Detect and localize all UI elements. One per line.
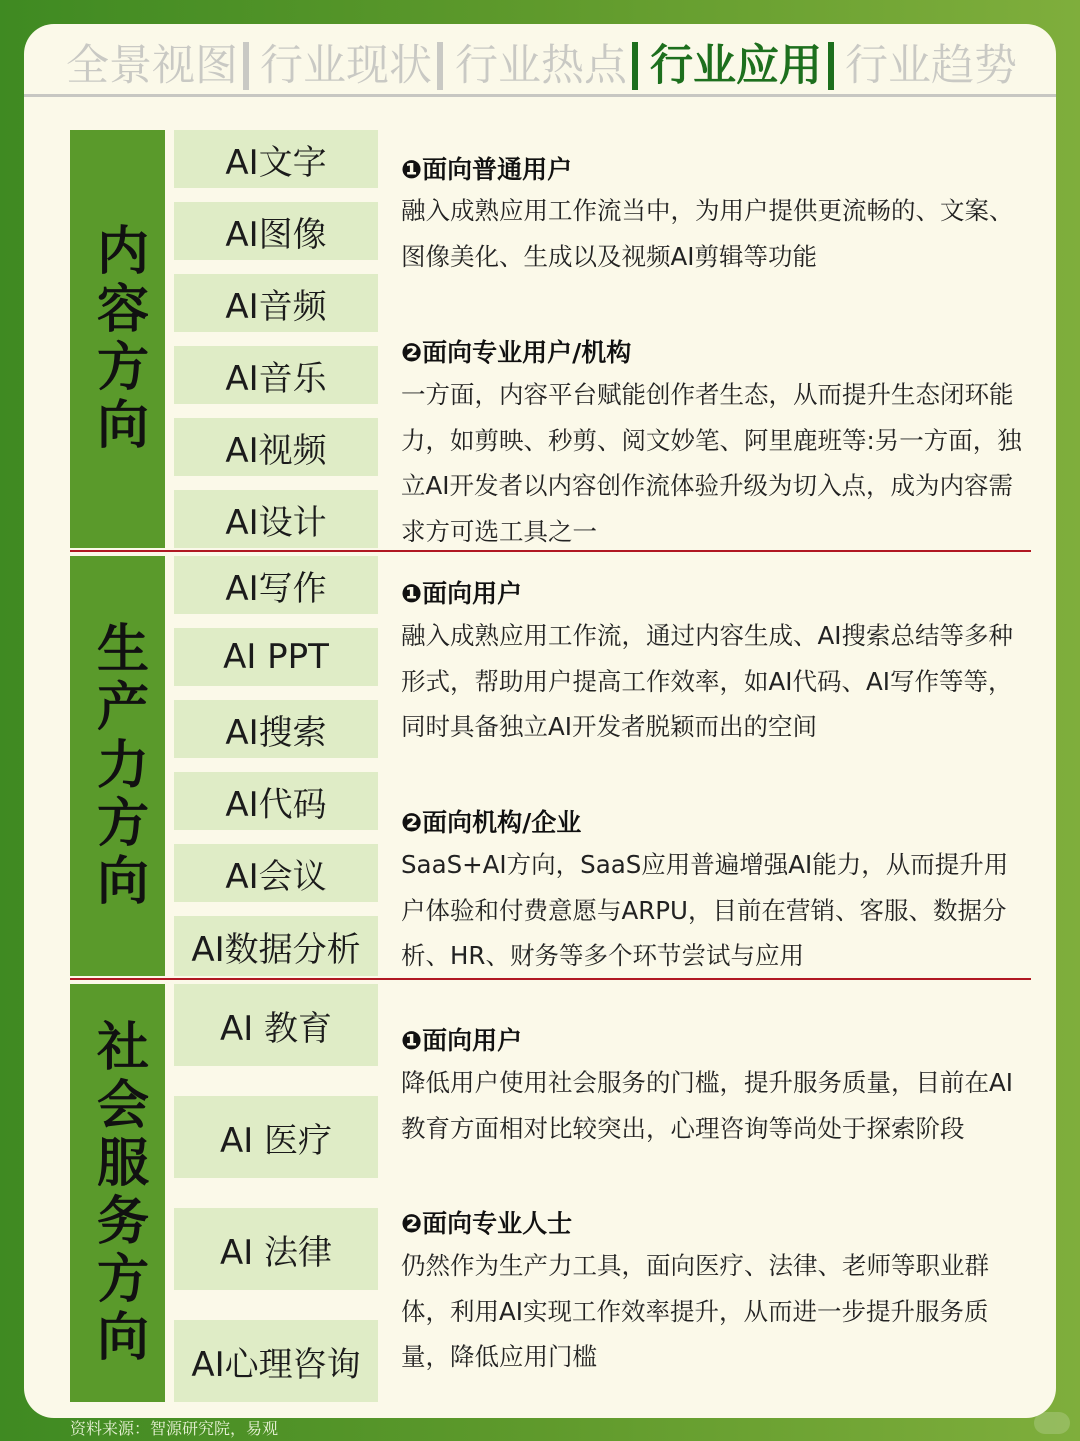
tab-trends[interactable]: 行业趋势	[845, 41, 1017, 91]
tab-underline	[24, 94, 1056, 97]
tab-hotspots[interactable]: 行业热点	[455, 41, 627, 91]
item-ai-medical: AI 医疗	[174, 1096, 378, 1178]
item-ai-meeting: AI会议	[174, 844, 378, 902]
section-divider	[70, 550, 1031, 552]
item-ai-music: AI音乐	[174, 346, 378, 404]
block-heading: ❷面向专业人士	[401, 1209, 573, 1238]
section-divider	[70, 978, 1031, 980]
item-ai-text: AI文字	[174, 130, 378, 188]
tab-status[interactable]: 行业现状	[260, 41, 432, 91]
block-text: 一方面，内容平台赋能创作者生态，从而提升生态闭环能力，如剪映、秒剪、阅文妙笔、阿里鹿班等:另一方面，独立AI开发者以内容创作流体验升级为切入点，成为内容需求方可选工具之一	[401, 380, 1022, 546]
item-ai-design: AI设计	[174, 490, 378, 548]
tab-bar	[24, 24, 1056, 96]
tab-separator	[437, 42, 443, 90]
item-ai-video: AI视频	[174, 418, 378, 476]
tab-overview[interactable]: 全景视图	[66, 41, 238, 91]
tab-separator	[632, 42, 638, 90]
block-heading: ❷面向专业用户/机构	[401, 338, 632, 367]
item-ai-code: AI代码	[174, 772, 378, 830]
block-heading: ❶面向普通用户	[401, 155, 573, 184]
source-footnote: 资料来源：智源研究院，易观	[70, 1419, 279, 1438]
item-ai-image: AI图像	[174, 202, 378, 260]
block-text: SaaS+AI方向，SaaS应用普遍增强AI能力，从而提升用户体验和付费意愿与ARPU，目前在营销、客服、数据分析、HR、财务等多个环节尝试与应用	[401, 850, 1009, 970]
block-text: 融入成熟应用工作流当中，为用户提供更流畅的、文案、图像美化、生成以及视频AI剪辑等功能	[401, 196, 1014, 271]
section-label-productivity	[70, 556, 165, 976]
item-ai-search: AI搜索	[174, 700, 378, 758]
section-title: 生产力方向	[87, 621, 148, 911]
item-ai-education: AI 教育	[174, 984, 378, 1066]
item-ai-counseling: AI心理咨询	[174, 1320, 378, 1402]
watermark-badge	[1034, 1412, 1070, 1434]
tab-applications[interactable]: 行业应用	[650, 41, 822, 91]
item-ai-writing: AI写作	[174, 556, 378, 614]
block-heading: ❷面向机构/企业	[401, 808, 582, 837]
block-text: 融入成熟应用工作流，通过内容生成、AI搜索总结等多种形式，帮助用户提高工作效率，如AI代码、AI写作等等，同时具备独立AI开发者脱颖而出的空间	[401, 621, 1013, 741]
tab-separator	[828, 42, 834, 90]
block-text: 降低用户使用社会服务的门槛，提升服务质量，目前在AI教育方面相对比较突出，心理咨询等尚处于探索阶段	[401, 1068, 1013, 1143]
section-title: 社会服务方向	[87, 1019, 148, 1367]
item-ai-ppt: AI PPT	[174, 628, 378, 686]
item-ai-audio: AI音频	[174, 274, 378, 332]
tab-separator	[243, 42, 249, 90]
item-ai-law: AI 法律	[174, 1208, 378, 1290]
block-text: 仍然作为生产力工具，面向医疗、法律、老师等职业群体，利用AI实现工作效率提升，从而进一步提升服务质量，降低应用门槛	[401, 1251, 989, 1371]
block-heading: ❶面向用户	[401, 579, 523, 608]
infographic-card	[24, 24, 1056, 1418]
section-label-content	[70, 130, 165, 548]
item-ai-data-analysis: AI数据分析	[174, 916, 378, 976]
block-heading: ❶面向用户	[401, 1026, 523, 1055]
section-label-social-services	[70, 984, 165, 1402]
section-title: 内容方向	[87, 223, 148, 455]
